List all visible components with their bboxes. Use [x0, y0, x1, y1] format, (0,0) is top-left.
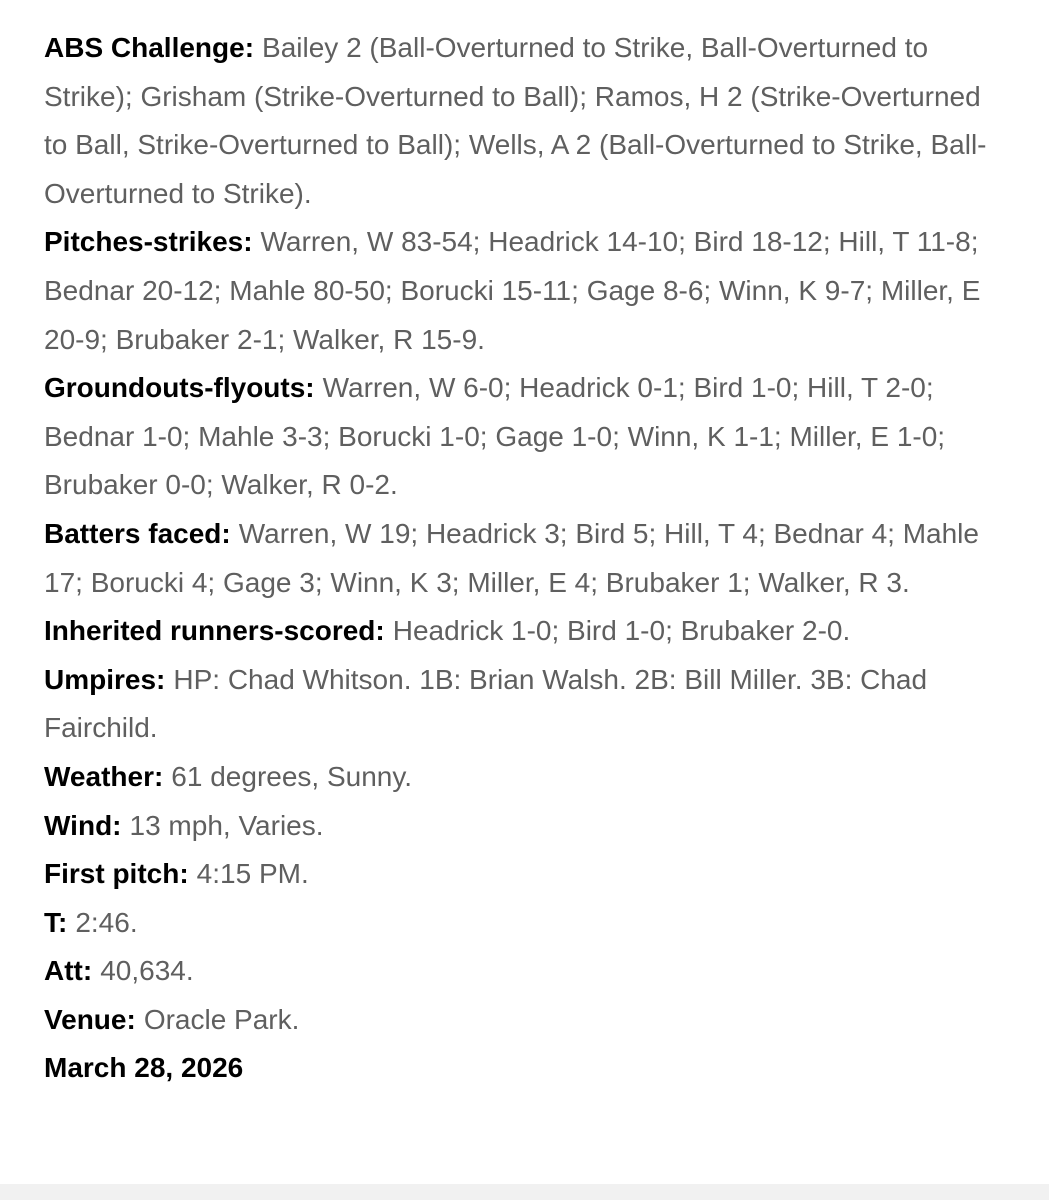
- first-pitch-label: First pitch:: [44, 858, 189, 890]
- batters-faced-value: Warren, W 19; Headrick 3; Bird 5; Hill, T 4; Bednar 4; Mahle 17; Borucki 4; Gage 3; Winn, K 3; Miller, E 4; Brubaker 1; Walker, R 3.: [44, 517, 979, 598]
- abs-challenge-value: Bailey 2 (Ball-Overturned to Strike, Ball-Overturned to Strike); Grisham (Strike-Overturned to Ball); Ramos, H 2 (Strike-Overturned to Ball, Strike-Overturned to Ball); Wells, A 2 (Ball-Overturned to Strike, Ball-Overturned to Strike).: [44, 32, 987, 209]
- umpires-label: Umpires:: [44, 663, 166, 695]
- game-time-label: T:: [44, 906, 68, 938]
- game-date: March 28, 2026: [44, 1052, 244, 1084]
- venue-label: Venue:: [44, 1003, 136, 1035]
- wind-label: Wind:: [44, 809, 122, 841]
- weather-value: 61 degrees, Sunny.: [171, 760, 413, 792]
- venue-row: [44, 996, 1009, 1045]
- game-time-value: 2:46.: [75, 906, 138, 938]
- abs-challenge-label: ABS Challenge:: [44, 32, 255, 63]
- pitches-strikes-row: [44, 218, 1009, 364]
- umpires-value: HP: Chad Whitson. 1B: Brian Walsh. 2B: Bill Miller. 3B: Chad Fairchild.: [44, 663, 928, 744]
- venue-value: Oracle Park.: [143, 1003, 300, 1035]
- boxscore-game-info: [44, 24, 1009, 1093]
- pitches-strikes-label: Pitches-strikes:: [44, 226, 253, 258]
- abs-challenge-row: [44, 24, 1009, 218]
- groundouts-flyouts-value: Warren, W 6-0; Headrick 0-1; Bird 1-0; Hill, T 2-0; Bednar 1-0; Mahle 3-3; Borucki 1-0; Gage 1-0; Winn, K 1-1; Miller, E 1-0; Brubaker 0-0; Walker, R 0-2.: [44, 372, 946, 501]
- wind-value: 13 mph, Varies.: [129, 809, 324, 841]
- inherited-runners-row: [44, 607, 1009, 656]
- first-pitch-value: 4:15 PM.: [196, 858, 309, 890]
- batters-faced-row: [44, 510, 1009, 607]
- inherited-runners-label: Inherited runners-scored:: [44, 615, 385, 647]
- groundouts-flyouts-row: [44, 364, 1009, 510]
- inherited-runners-value: Headrick 1-0; Bird 1-0; Brubaker 2-0.: [392, 615, 851, 647]
- umpires-row: [44, 656, 1009, 753]
- attendance-value: 40,634.: [100, 955, 194, 987]
- groundouts-flyouts-label: Groundouts-flyouts:: [44, 372, 315, 404]
- first-pitch-row: [44, 850, 1009, 899]
- attendance-label: Att:: [44, 955, 93, 987]
- game-time-row: [44, 899, 1009, 948]
- wind-row: [44, 802, 1009, 851]
- pitches-strikes-value: Warren, W 83-54; Headrick 14-10; Bird 18-12; Hill, T 11-8; Bednar 20-12; Mahle 80-50; Borucki 15-11; Gage 8-6; Winn, K 9-7; Miller, E 20-9; Brubaker 2-1; Walker, R 15-9.: [44, 226, 981, 355]
- weather-row: [44, 753, 1009, 802]
- weather-label: Weather:: [44, 760, 164, 792]
- bottom-divider-band: [0, 1184, 1049, 1200]
- attendance-row: [44, 947, 1009, 996]
- batters-faced-label: Batters faced:: [44, 517, 231, 549]
